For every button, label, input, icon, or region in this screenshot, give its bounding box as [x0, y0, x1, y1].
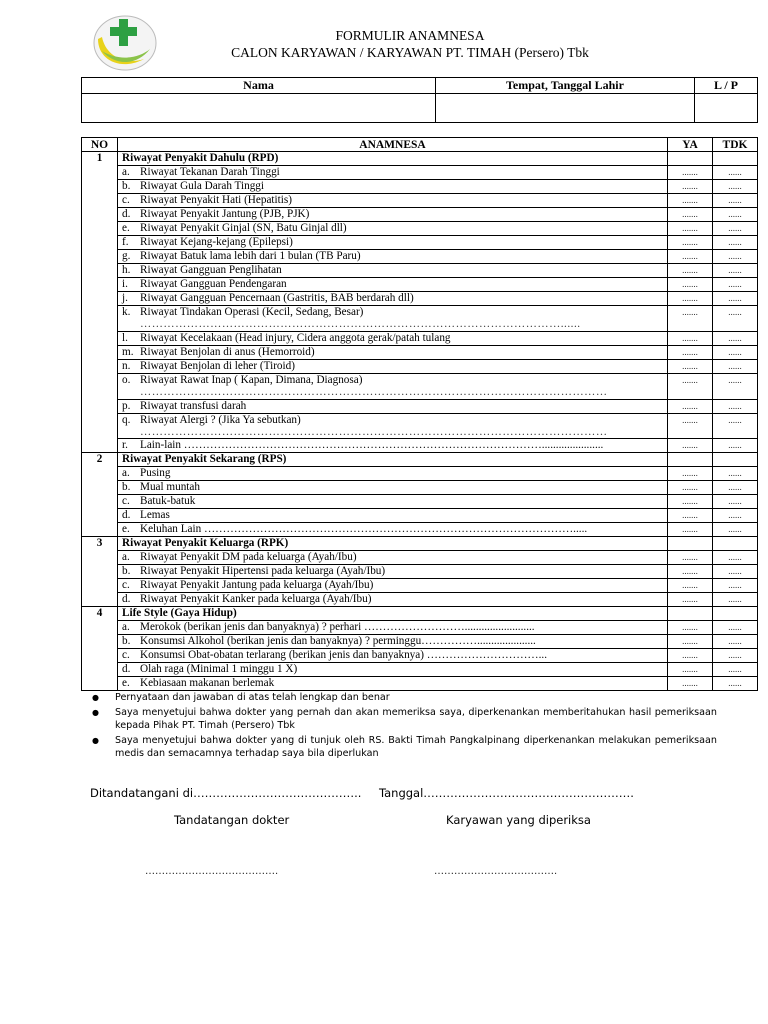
question-cell — [118, 439, 668, 453]
tdk-answer-cell[interactable]: ...... — [713, 373, 758, 399]
anamnesa-table — [81, 137, 758, 691]
question-row — [82, 523, 758, 537]
col-tdk: TDK — [713, 138, 758, 152]
statement-text: Pernyataan dan jawaban di atas telah lengkap dan benar — [115, 692, 390, 703]
ya-answer-cell[interactable]: ....... — [668, 649, 713, 663]
question-cell — [118, 565, 668, 579]
question-cell — [118, 579, 668, 593]
section-ya-cell — [668, 537, 713, 551]
logo-cross-h — [110, 27, 137, 36]
ya-answer-cell[interactable]: ....... — [668, 331, 713, 345]
question-text: Kebiasaan makanan berlemak — [140, 677, 275, 690]
section-tdk-cell — [713, 453, 758, 467]
section-tdk-cell — [713, 152, 758, 166]
question-row — [82, 439, 758, 453]
date-field[interactable]: Tanggal………………………………………………. — [379, 786, 634, 800]
question-letter: b. — [122, 481, 131, 494]
doctor-signature-label: Tandatangan dokter — [174, 813, 290, 827]
question-cell — [118, 236, 668, 250]
question-row — [82, 345, 758, 359]
ya-answer-cell[interactable]: ....... — [668, 579, 713, 593]
ya-answer-cell[interactable]: ....... — [668, 677, 713, 691]
question-text: Riwayat Gangguan Penglihatan — [140, 264, 282, 276]
question-text: Lain-lain ……………………………………………………………………………………...................... — [140, 439, 604, 452]
question-text: Konsumsi Obat-obatan terlarang (berikan jenis dan banyaknya) …………………………... — [140, 649, 548, 662]
nama-header: Nama — [82, 78, 436, 94]
question-letter: d. — [122, 509, 131, 522]
ya-answer-cell[interactable]: ....... — [668, 292, 713, 306]
question-cell — [118, 359, 668, 373]
ya-answer-cell[interactable]: ....... — [668, 222, 713, 236]
ya-answer-cell[interactable]: ....... — [668, 565, 713, 579]
question-cell — [118, 509, 668, 523]
answer-dotline[interactable]: ………………………………………………………………………………………………………… — [140, 386, 608, 399]
tdk-answer-cell[interactable]: ...... — [713, 593, 758, 607]
question-row — [82, 551, 758, 565]
question-cell — [118, 593, 668, 607]
statement-item — [92, 706, 717, 732]
question-text: Merokok (berikan jenis dan banyaknya) ? perhari ………………………......................... — [140, 621, 535, 634]
tdk-answer-cell[interactable]: ...... — [713, 306, 758, 332]
question-row — [82, 413, 758, 439]
col-anamnesa: ANAMNESA — [118, 138, 668, 152]
ya-answer-cell[interactable]: ....... — [668, 208, 713, 222]
question-cell — [118, 208, 668, 222]
tdk-answer-cell[interactable]: ...... — [713, 565, 758, 579]
question-cell — [118, 649, 668, 663]
question-row — [82, 481, 758, 495]
statement-text: Saya menyetujui bahwa dokter yang pernah dan akan memeriksa saya, diperkenankan memberitahukan hasil pemeriksaan kepada Pihak PT. Timah (Persero) Tbk — [115, 707, 717, 731]
question-row — [82, 649, 758, 663]
tdk-answer-cell[interactable]: ...... — [713, 250, 758, 264]
question-row — [82, 399, 758, 413]
tdk-answer-cell[interactable]: ...... — [713, 523, 758, 537]
question-letter: o. — [122, 373, 131, 386]
question-letter: b. — [122, 565, 131, 578]
statement-text: Saya menyetujui bahwa dokter yang di tunjuk oleh RS. Bakti Timah Pangkalpinang diperkenankan melakukan pemeriksaan medis dan semacamnya terhadap saya bila diperlukan — [115, 735, 717, 759]
question-row — [82, 292, 758, 306]
section-ya-cell — [668, 453, 713, 467]
ya-answer-cell[interactable]: ....... — [668, 663, 713, 677]
bullet-icon: ● — [92, 708, 99, 717]
question-text: Riwayat Gula Darah Tinggi — [140, 180, 264, 192]
statement-item — [92, 734, 717, 760]
answer-dotline[interactable]: ………………………………………………………………………………………………...... — [140, 318, 581, 331]
question-row — [82, 194, 758, 208]
question-row — [82, 565, 758, 579]
tdk-answer-cell[interactable]: ...... — [713, 292, 758, 306]
question-row — [82, 373, 758, 399]
question-cell — [118, 677, 668, 691]
tdk-answer-cell[interactable]: ...... — [713, 621, 758, 635]
tdk-answer-cell[interactable]: ...... — [713, 278, 758, 292]
tdk-answer-cell[interactable]: ...... — [713, 331, 758, 345]
question-row — [82, 621, 758, 635]
question-letter: k. — [122, 306, 131, 318]
tdk-answer-cell[interactable]: ...... — [713, 481, 758, 495]
question-cell — [118, 523, 668, 537]
question-text: Riwayat Kejang-kejang (Epilepsi) — [140, 236, 293, 248]
bullet-icon: ● — [92, 736, 99, 745]
question-text: Riwayat Penyakit Hipertensi pada keluarga (Ayah/Ibu) — [140, 565, 386, 578]
question-letter: i. — [122, 278, 128, 290]
tdk-answer-cell[interactable]: ...... — [713, 663, 758, 677]
ya-answer-cell[interactable]: ....... — [668, 194, 713, 208]
question-letter: m. — [122, 345, 134, 358]
question-letter: a. — [122, 551, 130, 564]
ya-answer-cell[interactable]: ....... — [668, 551, 713, 565]
statements-list — [92, 691, 717, 762]
question-cell — [118, 663, 668, 677]
question-letter: l. — [122, 331, 128, 344]
employee-signature-line[interactable]: ………………………………. — [434, 866, 558, 877]
question-cell — [118, 345, 668, 359]
ttl-field[interactable] — [436, 94, 695, 123]
question-letter: e. — [122, 523, 130, 536]
col-no: NO — [82, 138, 118, 152]
ya-answer-cell[interactable]: ....... — [668, 264, 713, 278]
question-letter: n. — [122, 359, 131, 372]
section-row — [82, 607, 758, 621]
question-cell — [118, 264, 668, 278]
question-row — [82, 166, 758, 180]
ya-answer-cell[interactable]: ....... — [668, 345, 713, 359]
question-text: Riwayat Batuk lama lebih dari 1 bulan (TB Paru) — [140, 250, 361, 262]
question-letter: a. — [122, 467, 130, 480]
question-cell — [118, 635, 668, 649]
question-text: Riwayat Gangguan Pencernaan (Gastritis, BAB berdarah dll) — [140, 292, 414, 304]
ya-answer-cell[interactable]: ....... — [668, 399, 713, 413]
doctor-signature-line[interactable]: …………………………………. — [145, 866, 279, 877]
question-letter: h. — [122, 264, 131, 276]
question-letter: j. — [122, 292, 128, 304]
ya-answer-cell[interactable]: ....... — [668, 635, 713, 649]
section-row — [82, 453, 758, 467]
ttl-header: Tempat, Tanggal Lahir — [436, 78, 695, 94]
question-row — [82, 509, 758, 523]
question-row — [82, 359, 758, 373]
question-row — [82, 663, 758, 677]
question-letter: f. — [122, 236, 129, 248]
question-text: Riwayat Rawat Inap ( Kapan, Dimana, Diagnosa) — [140, 373, 363, 386]
question-row — [82, 306, 758, 332]
question-cell — [118, 194, 668, 208]
signed-at-field[interactable]: Ditandatangani di…………………………………….. — [90, 786, 362, 800]
question-cell — [118, 331, 668, 345]
section-number: 2 — [82, 453, 118, 537]
question-cell — [118, 180, 668, 194]
section-title: Riwayat Penyakit Sekarang (RPS) — [118, 453, 668, 467]
question-row — [82, 250, 758, 264]
question-text: Riwayat Penyakit Hati (Hepatitis) — [140, 194, 292, 206]
question-text: Konsumsi Alkohol (berikan jenis dan banyaknya) ? perminggu……………..................... — [140, 635, 536, 648]
answer-dotline[interactable]: ………………………………………………………………………………………………………… — [140, 426, 608, 439]
question-cell — [118, 222, 668, 236]
identity-table — [81, 77, 758, 123]
col-ya: YA — [668, 138, 713, 152]
tdk-answer-cell[interactable]: ...... — [713, 166, 758, 180]
question-cell — [118, 399, 668, 413]
lp-field[interactable] — [695, 94, 758, 123]
question-row — [82, 236, 758, 250]
question-letter: q. — [122, 413, 131, 426]
tdk-answer-cell[interactable]: ...... — [713, 467, 758, 481]
nama-field[interactable] — [82, 94, 436, 123]
bullet-icon: ● — [92, 693, 99, 702]
tdk-answer-cell[interactable]: ...... — [713, 495, 758, 509]
ya-answer-cell[interactable]: ....... — [668, 509, 713, 523]
question-text: Riwayat Kecelakaan (Head injury, Cidera anggota gerak/patah tulang — [140, 331, 451, 344]
question-cell — [118, 467, 668, 481]
question-letter: a. — [122, 621, 130, 634]
section-number: 1 — [82, 152, 118, 453]
question-cell — [118, 413, 668, 439]
question-cell — [118, 250, 668, 264]
tdk-answer-cell[interactable]: ...... — [713, 222, 758, 236]
question-letter: e. — [122, 677, 130, 690]
tdk-answer-cell[interactable]: ...... — [713, 399, 758, 413]
question-letter: c. — [122, 579, 130, 592]
tdk-answer-cell[interactable]: ...... — [713, 345, 758, 359]
question-row — [82, 278, 758, 292]
question-text: Riwayat Penyakit Jantung pada keluarga (Ayah/Ibu) — [140, 579, 374, 592]
ya-answer-cell[interactable]: ....... — [668, 467, 713, 481]
tdk-answer-cell[interactable]: ...... — [713, 264, 758, 278]
ya-answer-cell[interactable]: ....... — [668, 523, 713, 537]
section-title: Life Style (Gaya Hidup) — [118, 607, 668, 621]
question-text: Riwayat Penyakit Jantung (PJB, PJK) — [140, 208, 310, 220]
question-cell — [118, 373, 668, 399]
ya-answer-cell[interactable]: ....... — [668, 166, 713, 180]
form-subtitle: CALON KARYAWAN / KARYAWAN PT. TIMAH (Persero) Tbk — [231, 45, 589, 60]
ya-answer-cell[interactable]: ....... — [668, 481, 713, 495]
section-tdk-cell — [713, 607, 758, 621]
tdk-answer-cell[interactable]: ...... — [713, 649, 758, 663]
question-letter: g. — [122, 250, 131, 262]
question-letter: b. — [122, 635, 131, 648]
tdk-answer-cell[interactable]: ...... — [713, 194, 758, 208]
tdk-answer-cell[interactable]: ...... — [713, 509, 758, 523]
question-text: Mual muntah — [140, 481, 200, 494]
question-text: Batuk-batuk — [140, 495, 196, 508]
pt-timah-logo — [92, 13, 158, 71]
question-text: Lemas — [140, 509, 170, 522]
question-letter: c. — [122, 194, 130, 206]
question-letter: c. — [122, 495, 130, 508]
tdk-answer-cell[interactable]: ...... — [713, 236, 758, 250]
question-row — [82, 264, 758, 278]
question-letter: d. — [122, 208, 131, 220]
question-row — [82, 467, 758, 481]
question-letter: a. — [122, 166, 130, 178]
question-row — [82, 180, 758, 194]
question-cell — [118, 166, 668, 180]
question-letter: c. — [122, 649, 130, 662]
question-text: Riwayat Penyakit DM pada keluarga (Ayah/Ibu) — [140, 551, 357, 564]
question-row — [82, 593, 758, 607]
employee-signature-label: Karyawan yang diperiksa — [446, 813, 591, 827]
question-letter: d. — [122, 663, 131, 676]
question-text: Riwayat Penyakit Ginjal (SN, Batu Ginjal dll) — [140, 222, 347, 234]
question-row — [82, 208, 758, 222]
ya-answer-cell[interactable]: ....... — [668, 413, 713, 439]
question-text: Riwayat Benjolan di anus (Hemorroid) — [140, 345, 315, 358]
ya-answer-cell[interactable]: ....... — [668, 359, 713, 373]
tdk-answer-cell[interactable]: ...... — [713, 439, 758, 453]
statement-item — [92, 691, 717, 704]
tdk-answer-cell[interactable]: ...... — [713, 635, 758, 649]
tdk-answer-cell[interactable]: ...... — [713, 551, 758, 565]
ya-answer-cell[interactable]: ....... — [668, 180, 713, 194]
tdk-answer-cell[interactable]: ...... — [713, 359, 758, 373]
question-cell — [118, 621, 668, 635]
tdk-answer-cell[interactable]: ...... — [713, 208, 758, 222]
form-title: FORMULIR ANAMNESA — [335, 28, 485, 43]
section-title: Riwayat Penyakit Dahulu (RPD) — [118, 152, 668, 166]
question-letter: b. — [122, 180, 131, 192]
question-cell — [118, 306, 668, 332]
tdk-answer-cell[interactable]: ...... — [713, 413, 758, 439]
question-text: Keluhan Lain ………………………………………………………………………………………..... — [140, 523, 588, 536]
ya-answer-cell[interactable]: ....... — [668, 439, 713, 453]
section-row — [82, 152, 758, 166]
question-text: Riwayat Penyakit Kanker pada keluarga (Ayah/Ibu) — [140, 593, 372, 606]
ya-answer-cell[interactable]: ....... — [668, 306, 713, 332]
question-text: Riwayat Benjolan di leher (Tiroid) — [140, 359, 295, 372]
question-text: Pusing — [140, 467, 171, 480]
tdk-answer-cell[interactable]: ...... — [713, 180, 758, 194]
section-number: 4 — [82, 607, 118, 691]
tdk-answer-cell[interactable]: ...... — [713, 579, 758, 593]
section-row — [82, 537, 758, 551]
question-text: Riwayat transfusi darah — [140, 399, 247, 412]
question-row — [82, 495, 758, 509]
ya-answer-cell[interactable]: ....... — [668, 495, 713, 509]
question-cell — [118, 292, 668, 306]
question-text: Riwayat Tekanan Darah Tinggi — [140, 166, 280, 178]
ya-answer-cell[interactable]: ....... — [668, 373, 713, 399]
section-tdk-cell — [713, 537, 758, 551]
question-row — [82, 222, 758, 236]
question-row — [82, 635, 758, 649]
question-row — [82, 331, 758, 345]
ya-answer-cell[interactable]: ....... — [668, 621, 713, 635]
question-cell — [118, 495, 668, 509]
question-row — [82, 677, 758, 691]
question-letter: d. — [122, 593, 131, 606]
question-letter: e. — [122, 222, 130, 234]
question-text: Olah raga (Minimal 1 minggu 1 X) — [140, 663, 298, 676]
question-text: Riwayat Tindakan Operasi (Kecil, Sedang, Besar) — [140, 306, 364, 318]
ya-answer-cell[interactable]: ....... — [668, 250, 713, 264]
section-ya-cell — [668, 607, 713, 621]
section-ya-cell — [668, 152, 713, 166]
question-cell — [118, 551, 668, 565]
ya-answer-cell[interactable]: ....... — [668, 278, 713, 292]
ya-answer-cell[interactable]: ....... — [668, 593, 713, 607]
question-cell — [118, 278, 668, 292]
ya-answer-cell[interactable]: ....... — [668, 236, 713, 250]
question-letter: r. — [122, 439, 128, 452]
question-cell — [118, 481, 668, 495]
question-text: Riwayat Alergi ? (Jika Ya sebutkan) — [140, 413, 301, 426]
question-text: Riwayat Gangguan Pendengaran — [140, 278, 287, 290]
section-title: Riwayat Penyakit Keluarga (RPK) — [118, 537, 668, 551]
lp-header: L / P — [695, 78, 758, 94]
question-letter: p. — [122, 399, 131, 412]
section-number: 3 — [82, 537, 118, 607]
question-row — [82, 579, 758, 593]
tdk-answer-cell[interactable]: ...... — [713, 677, 758, 691]
